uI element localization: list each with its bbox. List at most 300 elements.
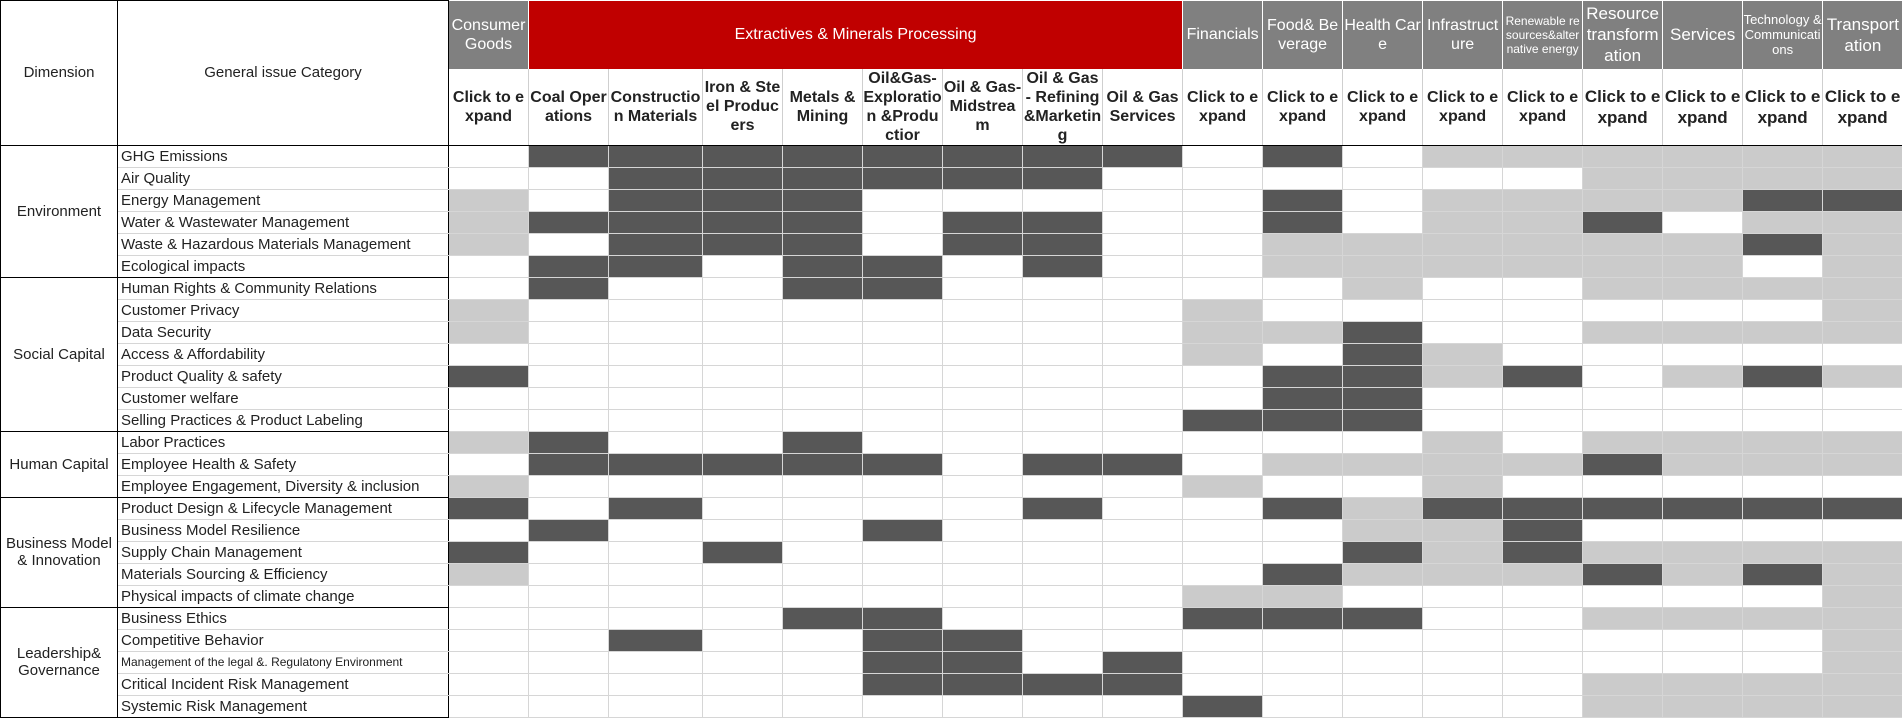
materiality-cell: [703, 387, 783, 409]
materiality-cell: [609, 365, 703, 387]
materiality-cell: [1663, 585, 1743, 607]
materiality-cell: [1503, 629, 1583, 651]
materiality-cell: [703, 453, 783, 475]
materiality-cell: [1423, 519, 1503, 541]
materiality-cell: [529, 585, 609, 607]
materiality-cell: [703, 695, 783, 717]
sector-technology[interactable]: Technology &Communications: [1743, 1, 1823, 69]
materiality-cell: [863, 343, 943, 365]
dimension-label: Human Capital: [1, 431, 118, 497]
materiality-cell: [863, 167, 943, 189]
issue-label: Product Design & Lifecycle Management: [118, 497, 449, 519]
subsector-construction-materials: Construction Materials: [609, 69, 703, 146]
materiality-cell: [1503, 343, 1583, 365]
materiality-cell: [1423, 563, 1503, 585]
materiality-cell: [1583, 321, 1663, 343]
materiality-cell: [1263, 189, 1343, 211]
materiality-cell: [703, 211, 783, 233]
materiality-cell: [1423, 299, 1503, 321]
materiality-cell: [1343, 453, 1423, 475]
materiality-cell: [1263, 673, 1343, 695]
materiality-cell: [703, 629, 783, 651]
issue-label: Competitive Behavior: [118, 629, 449, 651]
materiality-cell: [783, 453, 863, 475]
materiality-cell: [1343, 651, 1423, 673]
materiality-cell: [1183, 321, 1263, 343]
sector-food-beverage[interactable]: Food& Beverage: [1263, 1, 1343, 69]
materiality-cell: [1663, 387, 1743, 409]
materiality-cell: [1823, 233, 1902, 255]
materiality-cell: [783, 585, 863, 607]
materiality-cell: [1823, 695, 1902, 717]
materiality-cell: [1823, 365, 1902, 387]
materiality-cell: [1343, 189, 1423, 211]
materiality-cell: [863, 519, 943, 541]
materiality-cell: [863, 497, 943, 519]
materiality-cell: [1823, 299, 1902, 321]
materiality-cell: [863, 629, 943, 651]
expand-consumer-goods[interactable]: Click to expand: [449, 69, 529, 146]
materiality-cell: [1823, 255, 1902, 277]
materiality-cell: [1423, 211, 1503, 233]
materiality-cell: [703, 189, 783, 211]
materiality-cell: [863, 255, 943, 277]
materiality-cell: [1743, 497, 1823, 519]
subsector-oil-gas-exploration: Oil&Gas-Exploration &Productior: [863, 69, 943, 146]
materiality-cell: [1743, 145, 1823, 167]
materiality-cell: [449, 321, 529, 343]
materiality-cell: [1743, 343, 1823, 365]
issue-row: [1, 453, 1902, 475]
materiality-cell: [1423, 189, 1503, 211]
materiality-cell: [1263, 299, 1343, 321]
materiality-cell: [1583, 387, 1663, 409]
expand-food-beverage[interactable]: Click to expand: [1263, 69, 1343, 146]
materiality-cell: [1663, 673, 1743, 695]
materiality-cell: [1263, 167, 1343, 189]
materiality-cell: [1263, 629, 1343, 651]
materiality-cell: [1103, 299, 1183, 321]
materiality-cell: [703, 167, 783, 189]
materiality-cell: [1583, 475, 1663, 497]
materiality-cell: [449, 409, 529, 431]
materiality-cell: [863, 189, 943, 211]
materiality-cell: [1663, 695, 1743, 717]
materiality-cell: [1263, 585, 1343, 607]
materiality-cell: [1263, 233, 1343, 255]
materiality-cell: [609, 541, 703, 563]
materiality-cell: [943, 365, 1023, 387]
materiality-cell: [1823, 453, 1902, 475]
materiality-cell: [1663, 519, 1743, 541]
materiality-cell: [863, 321, 943, 343]
materiality-cell: [863, 695, 943, 717]
issue-row: [1, 629, 1902, 651]
materiality-cell: [1583, 277, 1663, 299]
materiality-cell: [1023, 321, 1103, 343]
materiality-cell: [1023, 475, 1103, 497]
materiality-cell: [1663, 211, 1743, 233]
materiality-cell: [1423, 475, 1503, 497]
materiality-cell: [1183, 541, 1263, 563]
materiality-cell: [783, 673, 863, 695]
materiality-cell: [1263, 277, 1343, 299]
materiality-cell: [609, 607, 703, 629]
expand-technology[interactable]: Click to expand: [1743, 69, 1823, 146]
materiality-cell: [1583, 167, 1663, 189]
materiality-cell: [1583, 563, 1663, 585]
materiality-cell: [703, 343, 783, 365]
materiality-cell: [1743, 563, 1823, 585]
materiality-cell: [529, 255, 609, 277]
issue-label: Supply Chain Management: [118, 541, 449, 563]
materiality-cell: [1343, 695, 1423, 717]
materiality-cell: [529, 211, 609, 233]
materiality-cell: [1423, 629, 1503, 651]
issue-row: [1, 541, 1902, 563]
materiality-cell: [863, 563, 943, 585]
materiality-cell: [1823, 497, 1902, 519]
dimension-label: Leadership& Governance: [1, 607, 118, 717]
materiality-cell: [943, 387, 1023, 409]
materiality-cell: [1503, 563, 1583, 585]
materiality-cell: [1343, 299, 1423, 321]
issue-label: GHG Emissions: [118, 145, 449, 167]
issue-label: Selling Practices & Product Labeling: [118, 409, 449, 431]
materiality-cell: [1423, 651, 1503, 673]
materiality-cell: [783, 387, 863, 409]
issue-row: [1, 585, 1902, 607]
materiality-cell: [1503, 453, 1583, 475]
materiality-cell: [1583, 673, 1663, 695]
materiality-cell: [1663, 277, 1743, 299]
materiality-cell: [1023, 145, 1103, 167]
subsector-coal-operations: Coal Operations: [529, 69, 609, 146]
issue-label: Human Rights & Community Relations: [118, 277, 449, 299]
materiality-cell: [783, 519, 863, 541]
materiality-cell: [783, 255, 863, 277]
issue-label: Employee Engagement, Diversity & inclusion: [118, 475, 449, 497]
materiality-cell: [703, 145, 783, 167]
materiality-cell: [609, 233, 703, 255]
materiality-cell: [1823, 431, 1902, 453]
materiality-cell: [1103, 629, 1183, 651]
materiality-cell: [1423, 409, 1503, 431]
materiality-cell: [783, 431, 863, 453]
materiality-cell: [449, 167, 529, 189]
materiality-cell: [1823, 651, 1902, 673]
materiality-cell: [529, 145, 609, 167]
materiality-cell: [1823, 145, 1902, 167]
issue-row: [1, 673, 1902, 695]
materiality-cell: [1183, 431, 1263, 453]
materiality-cell: [1823, 585, 1902, 607]
materiality-cell: [1583, 343, 1663, 365]
materiality-cell: [1503, 233, 1583, 255]
materiality-cell: [529, 431, 609, 453]
materiality-cell: [1103, 277, 1183, 299]
materiality-cell: [1023, 563, 1103, 585]
materiality-cell: [943, 497, 1023, 519]
materiality-cell: [1743, 431, 1823, 453]
materiality-cell: [1343, 541, 1423, 563]
expand-health-care[interactable]: Click to expand: [1343, 69, 1423, 146]
materiality-cell: [1743, 585, 1823, 607]
materiality-cell: [529, 299, 609, 321]
materiality-cell: [1263, 563, 1343, 585]
materiality-cell: [1183, 409, 1263, 431]
materiality-cell: [1263, 387, 1343, 409]
sector-resource-transformation[interactable]: Resource transformation: [1583, 1, 1663, 69]
materiality-cell: [529, 475, 609, 497]
materiality-cell: [703, 585, 783, 607]
materiality-cell: [1743, 387, 1823, 409]
materiality-cell: [1743, 233, 1823, 255]
materiality-cell: [863, 541, 943, 563]
materiality-cell: [1823, 211, 1902, 233]
materiality-cell: [1423, 167, 1503, 189]
materiality-cell: [1183, 145, 1263, 167]
issue-row: [1, 233, 1902, 255]
expand-infrastructure[interactable]: Click to expand: [1423, 69, 1503, 146]
materiality-cell: [1503, 387, 1583, 409]
materiality-cell: [1183, 519, 1263, 541]
materiality-cell: [1023, 365, 1103, 387]
materiality-cell: [1263, 365, 1343, 387]
materiality-cell: [609, 343, 703, 365]
materiality-cell: [703, 497, 783, 519]
materiality-cell: [529, 453, 609, 475]
materiality-cell: [703, 607, 783, 629]
materiality-cell: [529, 321, 609, 343]
materiality-cell: [1823, 519, 1902, 541]
issue-label: Employee Health & Safety: [118, 453, 449, 475]
materiality-cell: [703, 299, 783, 321]
materiality-cell: [703, 233, 783, 255]
materiality-cell: [609, 629, 703, 651]
materiality-cell: [943, 673, 1023, 695]
materiality-cell: [1583, 695, 1663, 717]
materiality-cell: [783, 365, 863, 387]
materiality-cell: [1343, 321, 1423, 343]
materiality-cell: [1583, 145, 1663, 167]
issue-label: Customer Privacy: [118, 299, 449, 321]
materiality-cell: [1103, 651, 1183, 673]
issue-label: Air Quality: [118, 167, 449, 189]
materiality-cell: [783, 607, 863, 629]
issue-label: Product Quality & safety: [118, 365, 449, 387]
materiality-cell: [1663, 409, 1743, 431]
materiality-cell: [1023, 299, 1103, 321]
sector-transportation[interactable]: Transportation: [1823, 1, 1902, 69]
materiality-cell: [943, 211, 1023, 233]
materiality-cell: [1343, 145, 1423, 167]
materiality-cell: [529, 497, 609, 519]
materiality-cell: [1743, 189, 1823, 211]
materiality-cell: [1823, 321, 1902, 343]
materiality-cell: [1023, 277, 1103, 299]
materiality-cell: [1263, 695, 1343, 717]
materiality-cell: [1823, 475, 1902, 497]
sector-health-care[interactable]: Health Care: [1343, 1, 1423, 69]
materiality-cell: [783, 541, 863, 563]
materiality-cell: [1103, 365, 1183, 387]
expand-transportation[interactable]: Click to expand: [1823, 69, 1902, 146]
subsector-metals-mining: Metals & Mining: [783, 69, 863, 146]
materiality-cell: [1103, 431, 1183, 453]
materiality-cell: [1423, 541, 1503, 563]
materiality-cell: [449, 585, 529, 607]
sector-financials[interactable]: Financials: [1183, 1, 1263, 69]
materiality-cell: [1503, 299, 1583, 321]
dimension-label: Environment: [1, 145, 118, 277]
materiality-cell: [1743, 541, 1823, 563]
expand-renewable[interactable]: Click to expand: [1503, 69, 1583, 146]
materiality-cell: [703, 673, 783, 695]
materiality-cell: [783, 211, 863, 233]
materiality-cell: [1263, 321, 1343, 343]
issue-row: [1, 365, 1902, 387]
materiality-cell: [1423, 321, 1503, 343]
materiality-cell: [943, 541, 1023, 563]
materiality-cell: [1823, 387, 1902, 409]
sector-consumer-goods[interactable]: Consumer Goods: [449, 1, 529, 69]
materiality-cell: [1103, 585, 1183, 607]
issue-row: [1, 651, 1902, 673]
issue-label: Waste & Hazardous Materials Management: [118, 233, 449, 255]
subsector-oil-gas-services: Oil & Gas Services: [1103, 69, 1183, 146]
materiality-cell: [703, 321, 783, 343]
materiality-cell: [783, 475, 863, 497]
materiality-cell: [1343, 343, 1423, 365]
materiality-cell: [1023, 541, 1103, 563]
materiality-cell: [1663, 475, 1743, 497]
materiality-cell: [783, 277, 863, 299]
materiality-cell: [1663, 167, 1743, 189]
materiality-cell: [1503, 211, 1583, 233]
issue-row: [1, 497, 1902, 519]
materiality-cell: [863, 475, 943, 497]
materiality-cell: [1583, 453, 1663, 475]
materiality-cell: [1103, 563, 1183, 585]
category-header: General issue Category: [118, 1, 449, 146]
materiality-cell: [1183, 211, 1263, 233]
materiality-cell: [1583, 211, 1663, 233]
issue-row: [1, 321, 1902, 343]
materiality-cell: [1743, 365, 1823, 387]
materiality-cell: [1823, 607, 1902, 629]
materiality-cell: [1503, 519, 1583, 541]
materiality-cell: [1263, 651, 1343, 673]
materiality-cell: [1423, 365, 1503, 387]
materiality-cell: [1823, 409, 1902, 431]
materiality-cell: [1343, 409, 1423, 431]
materiality-cell: [1103, 255, 1183, 277]
issue-row: [1, 211, 1902, 233]
materiality-cell: [943, 277, 1023, 299]
issue-row: [1, 695, 1902, 717]
materiality-cell: [1663, 255, 1743, 277]
expand-financials[interactable]: Click to expand: [1183, 69, 1263, 146]
sector-renewable[interactable]: Renewable resources&alternative energy: [1503, 1, 1583, 69]
materiality-cell: [943, 343, 1023, 365]
issue-row: [1, 519, 1902, 541]
materiality-cell: [529, 519, 609, 541]
materiality-cell: [1423, 145, 1503, 167]
sector-infrastructure[interactable]: Infrastructure: [1423, 1, 1503, 69]
materiality-cell: [1103, 541, 1183, 563]
materiality-cell: [703, 409, 783, 431]
materiality-cell: [943, 695, 1023, 717]
materiality-cell: [1823, 277, 1902, 299]
materiality-cell: [783, 497, 863, 519]
issue-row: [1, 431, 1902, 453]
materiality-cell: [1263, 211, 1343, 233]
expand-services[interactable]: Click to expand: [1663, 69, 1743, 146]
materiality-cell: [529, 629, 609, 651]
materiality-cell: [1343, 563, 1423, 585]
materiality-cell: [1183, 607, 1263, 629]
materiality-cell: [703, 365, 783, 387]
materiality-cell: [449, 541, 529, 563]
issue-row: [1, 145, 1902, 167]
issue-row: [1, 409, 1902, 431]
materiality-cell: [529, 365, 609, 387]
materiality-cell: [1023, 343, 1103, 365]
materiality-cell: [1503, 475, 1583, 497]
expand-resource-transformation[interactable]: Click to expand: [1583, 69, 1663, 146]
materiality-cell: [783, 299, 863, 321]
materiality-cell: [1343, 387, 1423, 409]
materiality-cell: [863, 211, 943, 233]
materiality-cell: [1183, 365, 1263, 387]
materiality-cell: [1503, 409, 1583, 431]
materiality-cell: [609, 431, 703, 453]
materiality-cell: [1583, 651, 1663, 673]
materiality-cell: [1103, 167, 1183, 189]
materiality-cell: [529, 673, 609, 695]
materiality-cell: [449, 651, 529, 673]
materiality-cell: [1583, 255, 1663, 277]
materiality-cell: [863, 365, 943, 387]
materiality-cell: [1183, 233, 1263, 255]
materiality-cell: [1663, 431, 1743, 453]
materiality-cell: [609, 563, 703, 585]
materiality-cell: [863, 387, 943, 409]
materiality-cell: [863, 673, 943, 695]
materiality-cell: [1743, 695, 1823, 717]
issue-row: [1, 299, 1902, 321]
materiality-cell: [1103, 321, 1183, 343]
materiality-cell: [609, 453, 703, 475]
materiality-cell: [1103, 519, 1183, 541]
materiality-cell: [1743, 167, 1823, 189]
materiality-cell: [1103, 145, 1183, 167]
materiality-cell: [449, 607, 529, 629]
materiality-cell: [1663, 145, 1743, 167]
sector-extractives[interactable]: Extractives & Minerals Processing: [529, 1, 1183, 69]
materiality-cell: [1663, 233, 1743, 255]
materiality-cell: [1503, 189, 1583, 211]
sector-services[interactable]: Services: [1663, 1, 1743, 69]
materiality-cell: [609, 189, 703, 211]
materiality-cell: [1583, 585, 1663, 607]
materiality-cell: [529, 607, 609, 629]
materiality-cell: [1263, 541, 1343, 563]
materiality-cell: [783, 233, 863, 255]
materiality-cell: [449, 145, 529, 167]
materiality-cell: [1183, 453, 1263, 475]
